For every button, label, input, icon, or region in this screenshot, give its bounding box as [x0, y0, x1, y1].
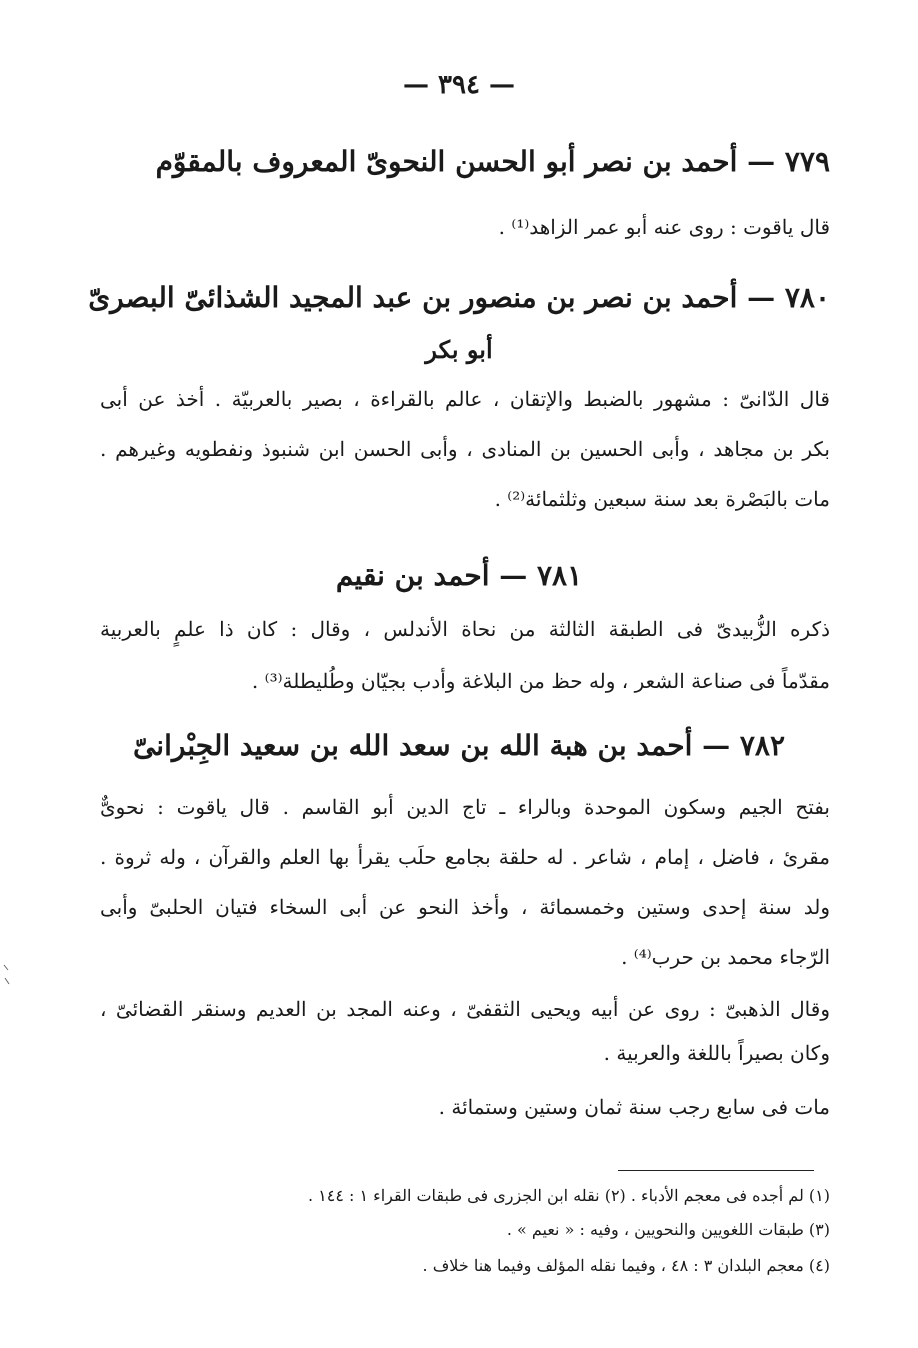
entry-780-line-2: بكر بن مجاهد ، وأبى الحسين بن المنادى ، وأبى الحسن ابن شنبوذ ونفطويه وغيرهم . — [100, 437, 830, 461]
scan-edge-mark — [2, 960, 12, 990]
entry-781-title: ٧٨١ — أحمد بن نقيم — [335, 559, 583, 592]
footnote-3: (٣) طبقات اللغويين والنحويين ، وفيه : « نعيم » . — [506, 1220, 830, 1239]
entry-782-line-7: مات فى سابع رجب سنة ثمان وستين وستمائة . — [438, 1095, 830, 1119]
footnote-divider — [618, 1170, 814, 1171]
entry-782-line-2: مقرئ ، فاضل ، إمام ، شاعر . له حلقة بجامع حلَب يقرأ بها العلم والقرآن ، وله ثروة . — [100, 845, 830, 869]
entry-779-line-1: قال ياقوت : روى عنه أبو عمر الزاهد⁽¹⁾ . — [498, 215, 830, 239]
entry-780-title: ٧٨٠ — أحمد بن نصر بن منصور بن عبد المجيد الشذائىّ البصرىّ — [88, 281, 830, 314]
entry-782-line-6: وكان بصيراً باللغة والعربية . — [603, 1041, 830, 1065]
entry-782-line-1: بفتح الجيم وسكون الموحدة وبالراء ـ تاج الدين أبو القاسم . قال ياقوت : نحوىٌّ — [100, 795, 830, 819]
footnote-4: (٤) معجم البلدان ٣ : ٤٨ ، وفيما نقله المؤلف وفيما هنا خلاف . — [422, 1256, 830, 1275]
entry-779-title: ٧٧٩ — أحمد بن نصر أبو الحسن النحوىّ المعروف بالمقوّم — [155, 145, 830, 178]
entry-780-line-3: مات بالبَصْرة بعد سنة سبعين وثلثمائة⁽²⁾ . — [494, 487, 830, 511]
entry-780-line-1: قال الدّانىّ : مشهور بالضبط والإتقان ، عالم بالقراءة ، بصير بالعربيّة . أخذ عن أبى — [100, 387, 830, 411]
entry-781-line-2: مقدّماً فى صناعة الشعر ، وله حظ من البلاغة وأدب بجيّان وطُليطلة⁽³⁾ . — [251, 669, 830, 693]
entry-782-title: ٧٨٢ — أحمد بن هبة الله بن سعد الله بن سعيد الجِبْرانىّ — [132, 729, 786, 762]
page-number: — ٣٩٤ — — [402, 70, 516, 100]
entry-781-line-1: ذكره الزُّبيدىّ فى الطبقة الثالثة من نحاة الأندلس ، وقال : كان ذا علمٍ بالعربية — [100, 617, 830, 641]
entry-780-subtitle: أبو بكر — [425, 335, 493, 364]
entry-782-line-5: وقال الذهبىّ : روى عن أبيه ويحيى الثقفىّ ، وعنه المجد بن العديم وسنقر القضائىّ ، — [100, 997, 830, 1021]
entry-782-line-4: الرّجاء محمد بن حرب⁽⁴⁾ . — [621, 945, 830, 969]
entry-782-line-3: ولد سنة إحدى وستين وخمسمائة ، وأخذ النحو عن أبى السخاء فتيان الحلبىّ وأبى — [100, 895, 830, 919]
footnote-1-2: (١) لم أجده فى معجم الأدباء . (٢) نقله ابن الجزرى فى طبقات القراء ١ : ١٤٤ . — [307, 1186, 830, 1205]
